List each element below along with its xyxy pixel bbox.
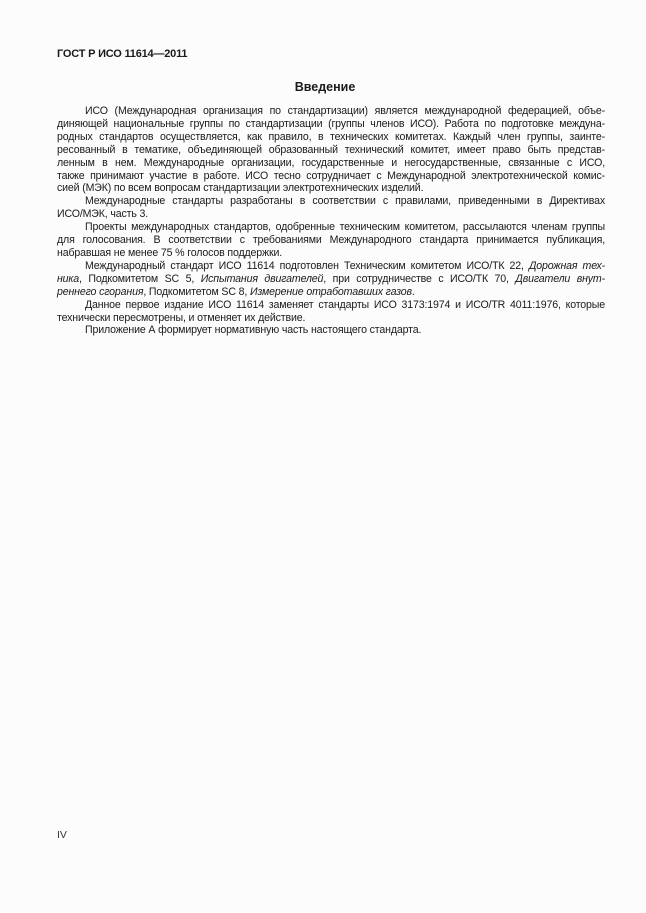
text-line: технически пересмотрены, и отменяет их действие. xyxy=(57,311,306,324)
text-line: Проекты международных стандартов, одобренные техническим комитетом, рассылаются членам группы xyxy=(85,221,605,234)
text-line: ИСО (Международная организация по стандартизации) является международной федерацией, объе- xyxy=(85,105,605,117)
text-line: ИСО/МЭК, часть 3. xyxy=(57,208,149,221)
paragraph-annex xyxy=(57,324,605,337)
subcommittee-name: Испытания двигателей xyxy=(200,272,324,285)
document-code-header: ГОСТ Р ИСО 11614—2011 xyxy=(57,48,188,60)
section-title-text: Введение xyxy=(294,80,356,94)
text-line: набравшая не менее 75 % голосов поддержки. xyxy=(57,246,283,259)
text-line: ресованный в тематике, объединяющей образованный технический комитет, имеет право быть представ- xyxy=(57,143,605,156)
text-line: сией (МЭК) по всем вопросам стандартизации электротехнических изделий. xyxy=(57,182,424,195)
text-line: реннего сгорания, Подкомитетом SC 8, Измерение отработавших газов. xyxy=(57,285,415,298)
page-number: IV xyxy=(57,829,67,841)
paragraph-voting xyxy=(57,221,605,260)
introduction-body xyxy=(57,105,605,337)
subcommittee-name-sc8: Измерение отработавших газов xyxy=(249,285,412,298)
text-line: Данное первое издание ИСО 11614 заменяет стандарты ИСО 3173:1974 и ИСО/TR 4011:1976, которые xyxy=(85,298,605,311)
text-line: диняющей национальные группы по стандартизации (группы членов ИСО). Работа по подготовке междуна- xyxy=(57,117,605,130)
text-line: для голосования. В соответствии с требованиями Международного стандарта принимается публикация, xyxy=(57,234,605,247)
paragraph-edition xyxy=(57,299,605,325)
section-title xyxy=(0,80,646,94)
committee-name-tc70: Двигатели внут- xyxy=(515,272,605,285)
paragraph-iso-description xyxy=(57,105,605,195)
text-line: ника, Подкомитетом SC 5, Испытания двигателей, при сотрудничестве с ИСО/ТК 70, Двигатели внут- xyxy=(57,272,605,285)
text-line: Международный стандарт ИСО 11614 подготовлен Техническим комитетом ИСО/ТК 22, Дорожная тех- xyxy=(85,259,605,272)
paragraph-committee xyxy=(57,260,605,299)
text-line: Приложение А формирует нормативную часть настоящего стандарта. xyxy=(85,324,422,337)
paragraph-directives xyxy=(57,195,605,221)
text-line: родных стандартов осуществляется, как правило, в технических комитетах. Каждый член группы, заинте- xyxy=(57,130,605,143)
text-line: ленным в нем. Международные организации, государственные и негосударственные, связанные с ИСО, xyxy=(57,156,605,169)
committee-name: Дорожная тех- xyxy=(529,259,605,272)
text-line: также принимают участие в работе. ИСО тесно сотрудничает с Международной электротехнической комис- xyxy=(57,169,605,182)
text-line: Международные стандарты разработаны в соответствии с правилами, приведенными в Директивах xyxy=(85,195,605,208)
